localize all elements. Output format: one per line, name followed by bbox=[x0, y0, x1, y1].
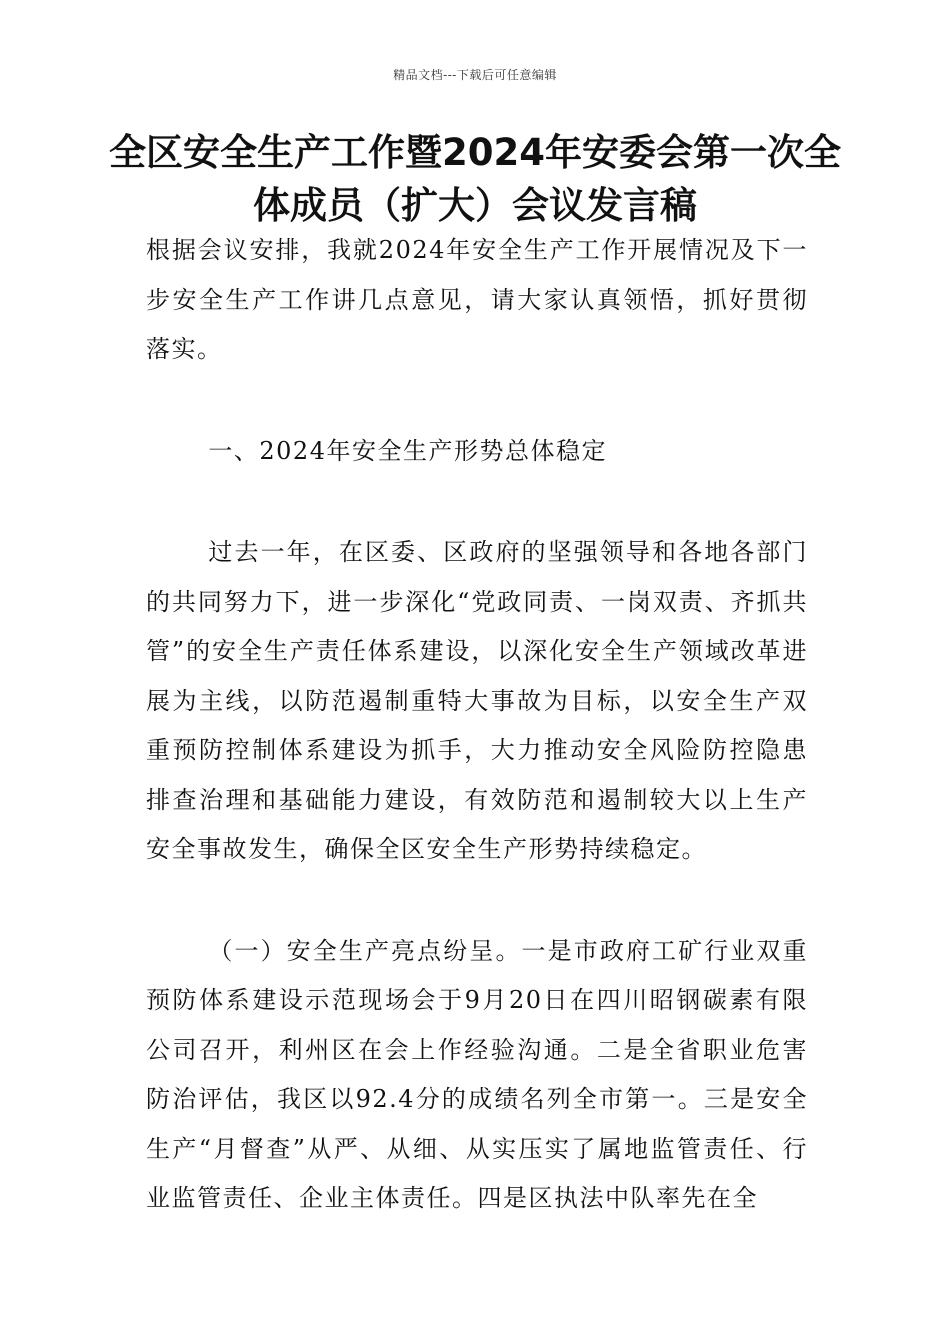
paragraph-highlights: （一）安全生产亮点纷呈。一是市政府工矿行业双重预防体系建设示范现场会于9月20日在四川昭钢碳素有限公司召开，利州区在会上作经验沟通。二是全省职业危害防治评估，我区以92.4分的成绩名列全市第一。三是安全生产“月督查”从严、从细、从实压实了属地监管责任、行业监管责任、企业主体责任。四是区执法中队率先在全 bbox=[146, 936, 808, 1212]
document-title: 全区安全生产工作暨2024年安委会第一次全体成员（扩大）会议发言稿 bbox=[109, 131, 841, 227]
section-heading-1: 一、2024年安全生产形势总体稳定 bbox=[208, 436, 607, 465]
header-note: 精品文档---下载后可任意编辑 bbox=[393, 68, 557, 82]
paragraph-situation: 过去一年，在区委、区政府的坚强领导和各地各部门的共同努力下，进一步深化“党政同责、一岗双责、齐抓共管”的安全生产责任体系建设，以深化安全生产领域改革进展为主线，以防范遏制重特大事故为目标，以安全生产双重预防控制体系建设为抓手，大力推动安全风险防控隐患排查治理和基础能力建设，有效防范和遏制较大以上生产安全事故发生，确保全区安全生产形势持续稳定。 bbox=[146, 538, 808, 863]
document-body bbox=[146, 226, 808, 1224]
paragraph-intro: 根据会议安排，我就2024年安全生产工作开展情况及下一步安全生产工作讲几点意见，请大家认真领悟，抓好贯彻落实。 bbox=[146, 236, 808, 363]
